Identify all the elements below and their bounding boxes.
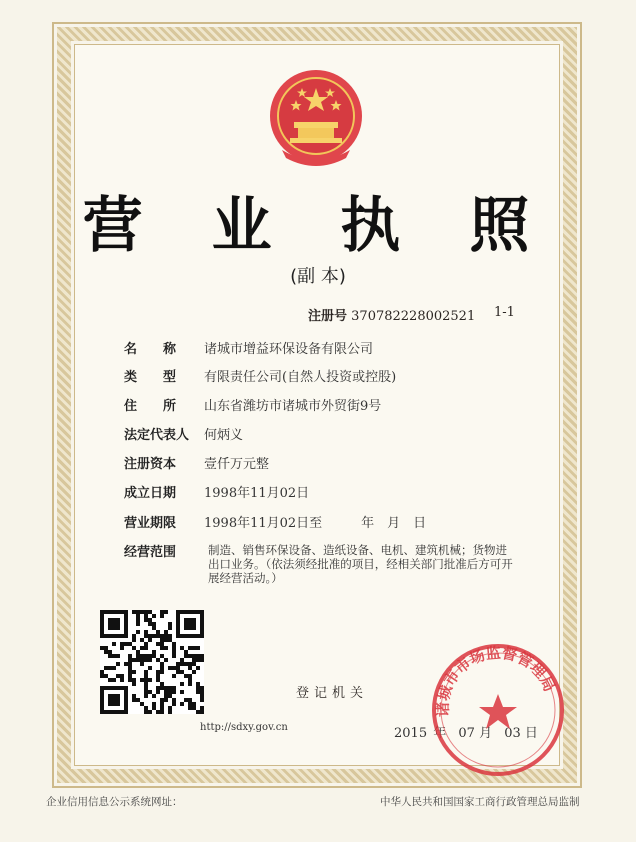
field-name (124, 338, 373, 357)
field-legal-representative (124, 424, 243, 443)
field-label: 营业期限 (124, 516, 177, 531)
field-type (124, 366, 396, 385)
registration-label: 注册号 (308, 309, 348, 324)
field-value: 有限责任公司(自然人投资或控股) (204, 370, 397, 385)
field-registered-capital (124, 453, 269, 472)
issue-year-label: 年 (433, 726, 447, 741)
official-seal-icon (428, 640, 568, 780)
field-label: 法定代表人 (124, 428, 190, 443)
national-emblem-icon (262, 66, 370, 172)
seal-text: 诸城市市场监督管理局 (433, 643, 559, 718)
field-label: 经营范围 (124, 545, 177, 560)
issue-day: 03 (504, 726, 521, 741)
issue-month-label: 月 (479, 726, 493, 741)
business-scope-text: 制造、销售环保设备、造纸设备、电机、建筑机械；货物进出口业务。（依法须经批准的项目，经相关部门批准后方可开展经营活动。） (208, 543, 513, 585)
field-address (124, 395, 381, 414)
field-label: 成立日期 (124, 486, 177, 501)
registration-value: 370782228002521 (351, 309, 476, 324)
field-label: 住 所 (124, 399, 177, 414)
field-establishment-date (124, 482, 309, 501)
field-business-term (124, 512, 426, 531)
document-title: 营 业 执 照 (82, 191, 554, 261)
issue-month: 07 (458, 726, 475, 741)
qr-code-icon[interactable] (100, 610, 204, 714)
field-business-scope (124, 541, 204, 560)
registration-authority: 登记机关 (296, 686, 369, 701)
field-value: 1998年11月02日 (204, 486, 310, 501)
document-subtitle: (副 本) (290, 266, 346, 287)
website-url[interactable]: http://sdxy.gov.cn (200, 722, 288, 733)
issue-day-label: 日 (524, 726, 538, 741)
field-value: 何炳义 (204, 428, 244, 443)
field-value: 1998年11月02日至 年 月 日 (204, 516, 427, 531)
issue-year: 2015 (394, 726, 428, 741)
field-value: 诸城市增益环保设备有限公司 (204, 342, 374, 357)
field-label: 类 型 (124, 370, 177, 385)
field-value: 壹仟万元整 (204, 457, 270, 472)
copy-number: 1-1 (494, 305, 515, 320)
field-value: 山东省潍坊市诸城市外贸街9号 (204, 399, 382, 414)
footer-system-url-label: 企业信用信息公示系统网址： (46, 796, 183, 808)
footer-supervisor: 中华人民共和国国家工商行政管理总局监制 (380, 796, 580, 808)
field-label: 注册资本 (124, 457, 177, 472)
registration-number (308, 305, 475, 324)
field-label: 名 称 (124, 342, 177, 357)
